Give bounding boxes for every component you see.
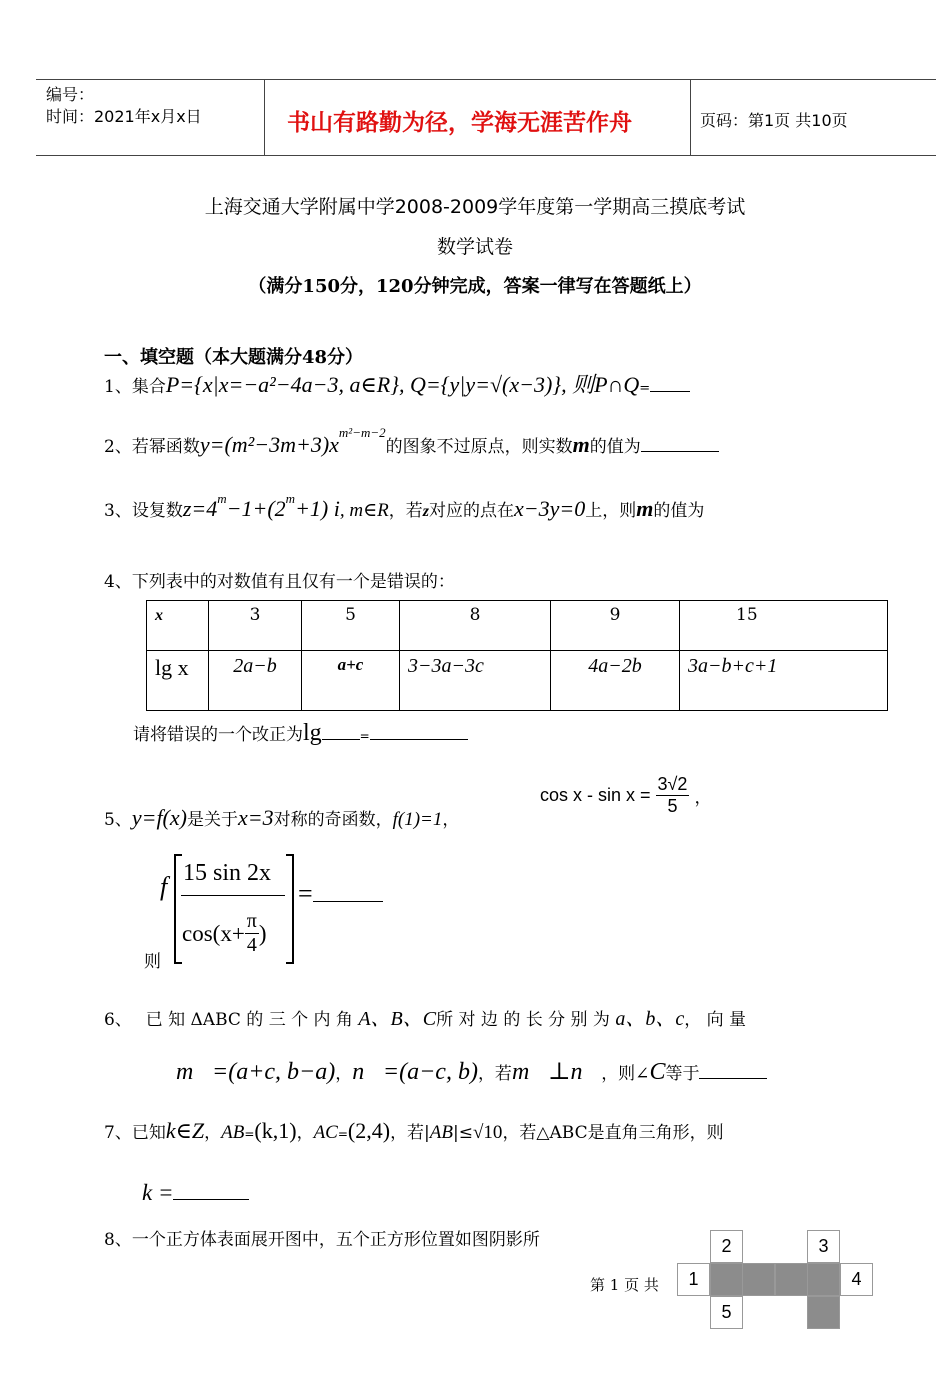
net-square-shaded [742,1263,775,1296]
page-info: 页码：第1页 共10页 [700,111,848,130]
table-cell: 9 [551,601,680,651]
q5-big-f: f [160,872,168,901]
net-square-shaded [775,1263,808,1296]
q2-mid: 的图象不过原点，则实数 [385,437,573,457]
right-bracket [286,854,294,964]
q5-den-cos: cos(x+ [182,920,245,946]
q3-line-eq: x−3y=0 [514,496,586,521]
q4-lg: lg [303,720,322,746]
q5-big-den [182,912,267,959]
q5-big-num: 15 sin 2x [183,860,272,886]
table-cell: a+c [302,650,400,710]
q3-formula-b: −1+(2 [226,496,286,521]
table-cell: 15 [680,601,888,651]
q5-den-close: ) [258,920,267,946]
section-heading: 一、填空题（本大题满分48分） [104,347,364,368]
q6-comma: ， [335,1064,353,1084]
q7-answer-blank[interactable] [173,1182,249,1200]
net-square-2: 2 [710,1230,743,1263]
q6-text-3: ， 向 量 [684,1010,747,1030]
q6-angle-c: C [649,1059,666,1085]
table-cell: 2a−b [209,650,302,710]
q5-f1: f(1)=1 [392,809,443,830]
q4-blank-2[interactable] [370,722,468,740]
serial-label: 编号： [46,85,95,104]
q3-formula-c: +1) i [295,496,340,521]
question-7 [104,1118,724,1144]
table-row [147,650,888,710]
q3-exp-1: m [217,491,227,507]
q7-k-in-z: k∈Z [165,1118,205,1143]
net-square-1: 1 [677,1263,710,1296]
header-divider-2 [690,79,691,155]
q7-k-line [142,1180,249,1206]
q6-n-vector: n⃗=(a−c, b) [352,1059,478,1085]
q5-answer-blank[interactable] [313,882,383,902]
net-square-shaded [807,1296,840,1329]
q2-var: m [572,432,590,457]
table-cell: x [147,601,209,651]
q4-eq: = [359,729,370,743]
q2-answer-blank[interactable] [641,434,719,452]
question-1 [104,368,690,399]
header-divider-1 [264,79,265,155]
log-table [146,600,888,711]
q6-perp: m⃗⊥n⃗ [511,1059,602,1085]
q7-text-1: ，若| [390,1123,430,1143]
q7-ab: AB [221,1122,245,1143]
q5-trig [540,774,711,817]
q2-prefix: 2、若幂函数 [104,437,200,457]
exam-title: 上海交通大学附属中学2008-2009学年度第一学期高三摸底考试 [204,196,746,218]
q5-comma: ， [442,810,460,830]
q7-comma-2: ， [296,1123,314,1143]
q7-eq-1: = [244,1127,255,1141]
q5-trig-fraction [656,774,690,817]
q2-suffix: 的值为 [589,437,641,457]
q5-text-2: 对称的奇函数， [273,810,393,830]
q5-axis: x=3 [237,805,274,830]
q5-trig-den: 5 [667,796,678,816]
q6-text-1: 6、 已 知 ΔABC 的 三 个 内 角 [104,1010,353,1030]
q6-text-2: 所 对 边 的 长 分 别 为 [436,1010,610,1030]
net-square-5: 5 [710,1296,743,1329]
q7-sqrt10: √10 [473,1122,503,1143]
q3-prefix: 3、设复数 [104,501,183,521]
time-label: 时间：2021年x月x日 [46,107,202,126]
q7-ab-2: AB [429,1122,454,1143]
net-square-4: 4 [840,1263,873,1296]
q3-suffix: 的值为 [653,501,705,521]
table-cell: 3 [209,601,302,651]
q3-mid-3: 上，则 [585,501,637,521]
q5-func: y=f(x) [131,805,187,830]
left-bracket [174,854,182,964]
q3-exp-2: m [285,491,296,507]
q1-eq: = [639,381,651,396]
table-cell: 3a−b+c+1 [680,650,888,710]
net-square-3: 3 [807,1230,840,1263]
q7-ac-value: (2,4) [347,1118,391,1143]
header-bottom-rule [36,155,936,156]
q3-var-2: m [636,496,654,521]
q1-prefix: 1、集合 [104,377,166,397]
q3-condition: , m∈R [339,500,389,521]
q2-exponent: m²−m−2 [338,425,386,441]
q1-answer-blank[interactable] [650,374,690,392]
q5-trig-num: 3√2 [657,774,688,794]
table-cell: 3−3a−3c [400,650,551,710]
q5-prefix: 5、 [104,810,132,830]
q7-text-2: ，若△ABC是直角三角形，则 [502,1123,724,1143]
table-cell: 8 [400,601,551,651]
q6-vectors [176,1057,767,1086]
question-3 [104,491,705,522]
motto: 书山有路勤为径，学海无涯苦作舟 [287,109,632,136]
q6-text-6: 等于 [665,1064,700,1084]
exam-subtitle: 数学试卷 [436,236,513,258]
q7-k-eq: k = [142,1180,174,1205]
table-cell: 5 [302,601,400,651]
question-5 [104,805,459,831]
q2-formula: y=(m²−3m+3)x [199,432,339,457]
q6-text-5: ，则∠ [601,1064,650,1084]
q4-fix-line [133,720,468,747]
q7-comma-1: ， [204,1123,222,1143]
q7-prefix: 7、已知 [104,1123,166,1143]
q4-blank-1[interactable] [322,722,360,740]
q5-text-1: 是关于 [186,810,238,830]
q3-formula-a: z=4 [182,496,218,521]
q6-m-vector: m⃗=(a+c, b−a) [176,1059,336,1085]
q6-angles: A、B、C [358,1008,437,1030]
question-6 [104,1002,874,1031]
q1-formula: P={x|x=−a²−4a−3, a∈R}, Q={y|y=√(x−3)}, 则P∩Q [165,372,640,397]
q3-mid-2: 对应的点在 [429,501,514,521]
q6-sides: a、b、c [615,1008,685,1030]
q3-mid: ，若 [388,501,423,521]
q7-leq: |≤ [453,1123,473,1143]
q5-trig-lhs: cos x - sin x = [540,785,651,805]
q7-ac: AC [313,1122,338,1143]
net-square-shaded [807,1263,840,1296]
question-4: 4、下列表中的对数值有且仅有一个是错误的： [104,572,455,592]
q5-fraction-bar [181,895,285,896]
header-top-rule [36,79,936,80]
table-cell: lg x [147,650,209,710]
table-cell: 4a−2b [551,650,680,710]
question-2 [104,425,719,458]
q5-comma-2: ， [694,788,712,807]
exam-notes: （满分150分，120分钟完成，答案一律写在答题纸上） [248,276,702,297]
q6-text-4: ，若 [477,1064,512,1084]
net-square-shaded [710,1263,743,1296]
q4-fix-prefix: 请将错误的一个改正为 [133,725,303,745]
page-footer: 第 1 页 共 [590,1276,659,1294]
q6-answer-blank[interactable] [699,1061,767,1079]
q5-big-eq: = [298,879,383,909]
q5-pi-over-4: $\frac{\pi}{4}$ [246,910,257,956]
q7-ab-value: (k,1) [254,1118,297,1143]
table-row [147,601,888,651]
q3-var: z [422,503,429,520]
q7-eq-2: = [337,1127,348,1141]
q5-then: 则 [144,952,161,972]
question-8: 8、一个正方体表面展开图中，五个正方形位置如图阴影所 [104,1230,540,1250]
